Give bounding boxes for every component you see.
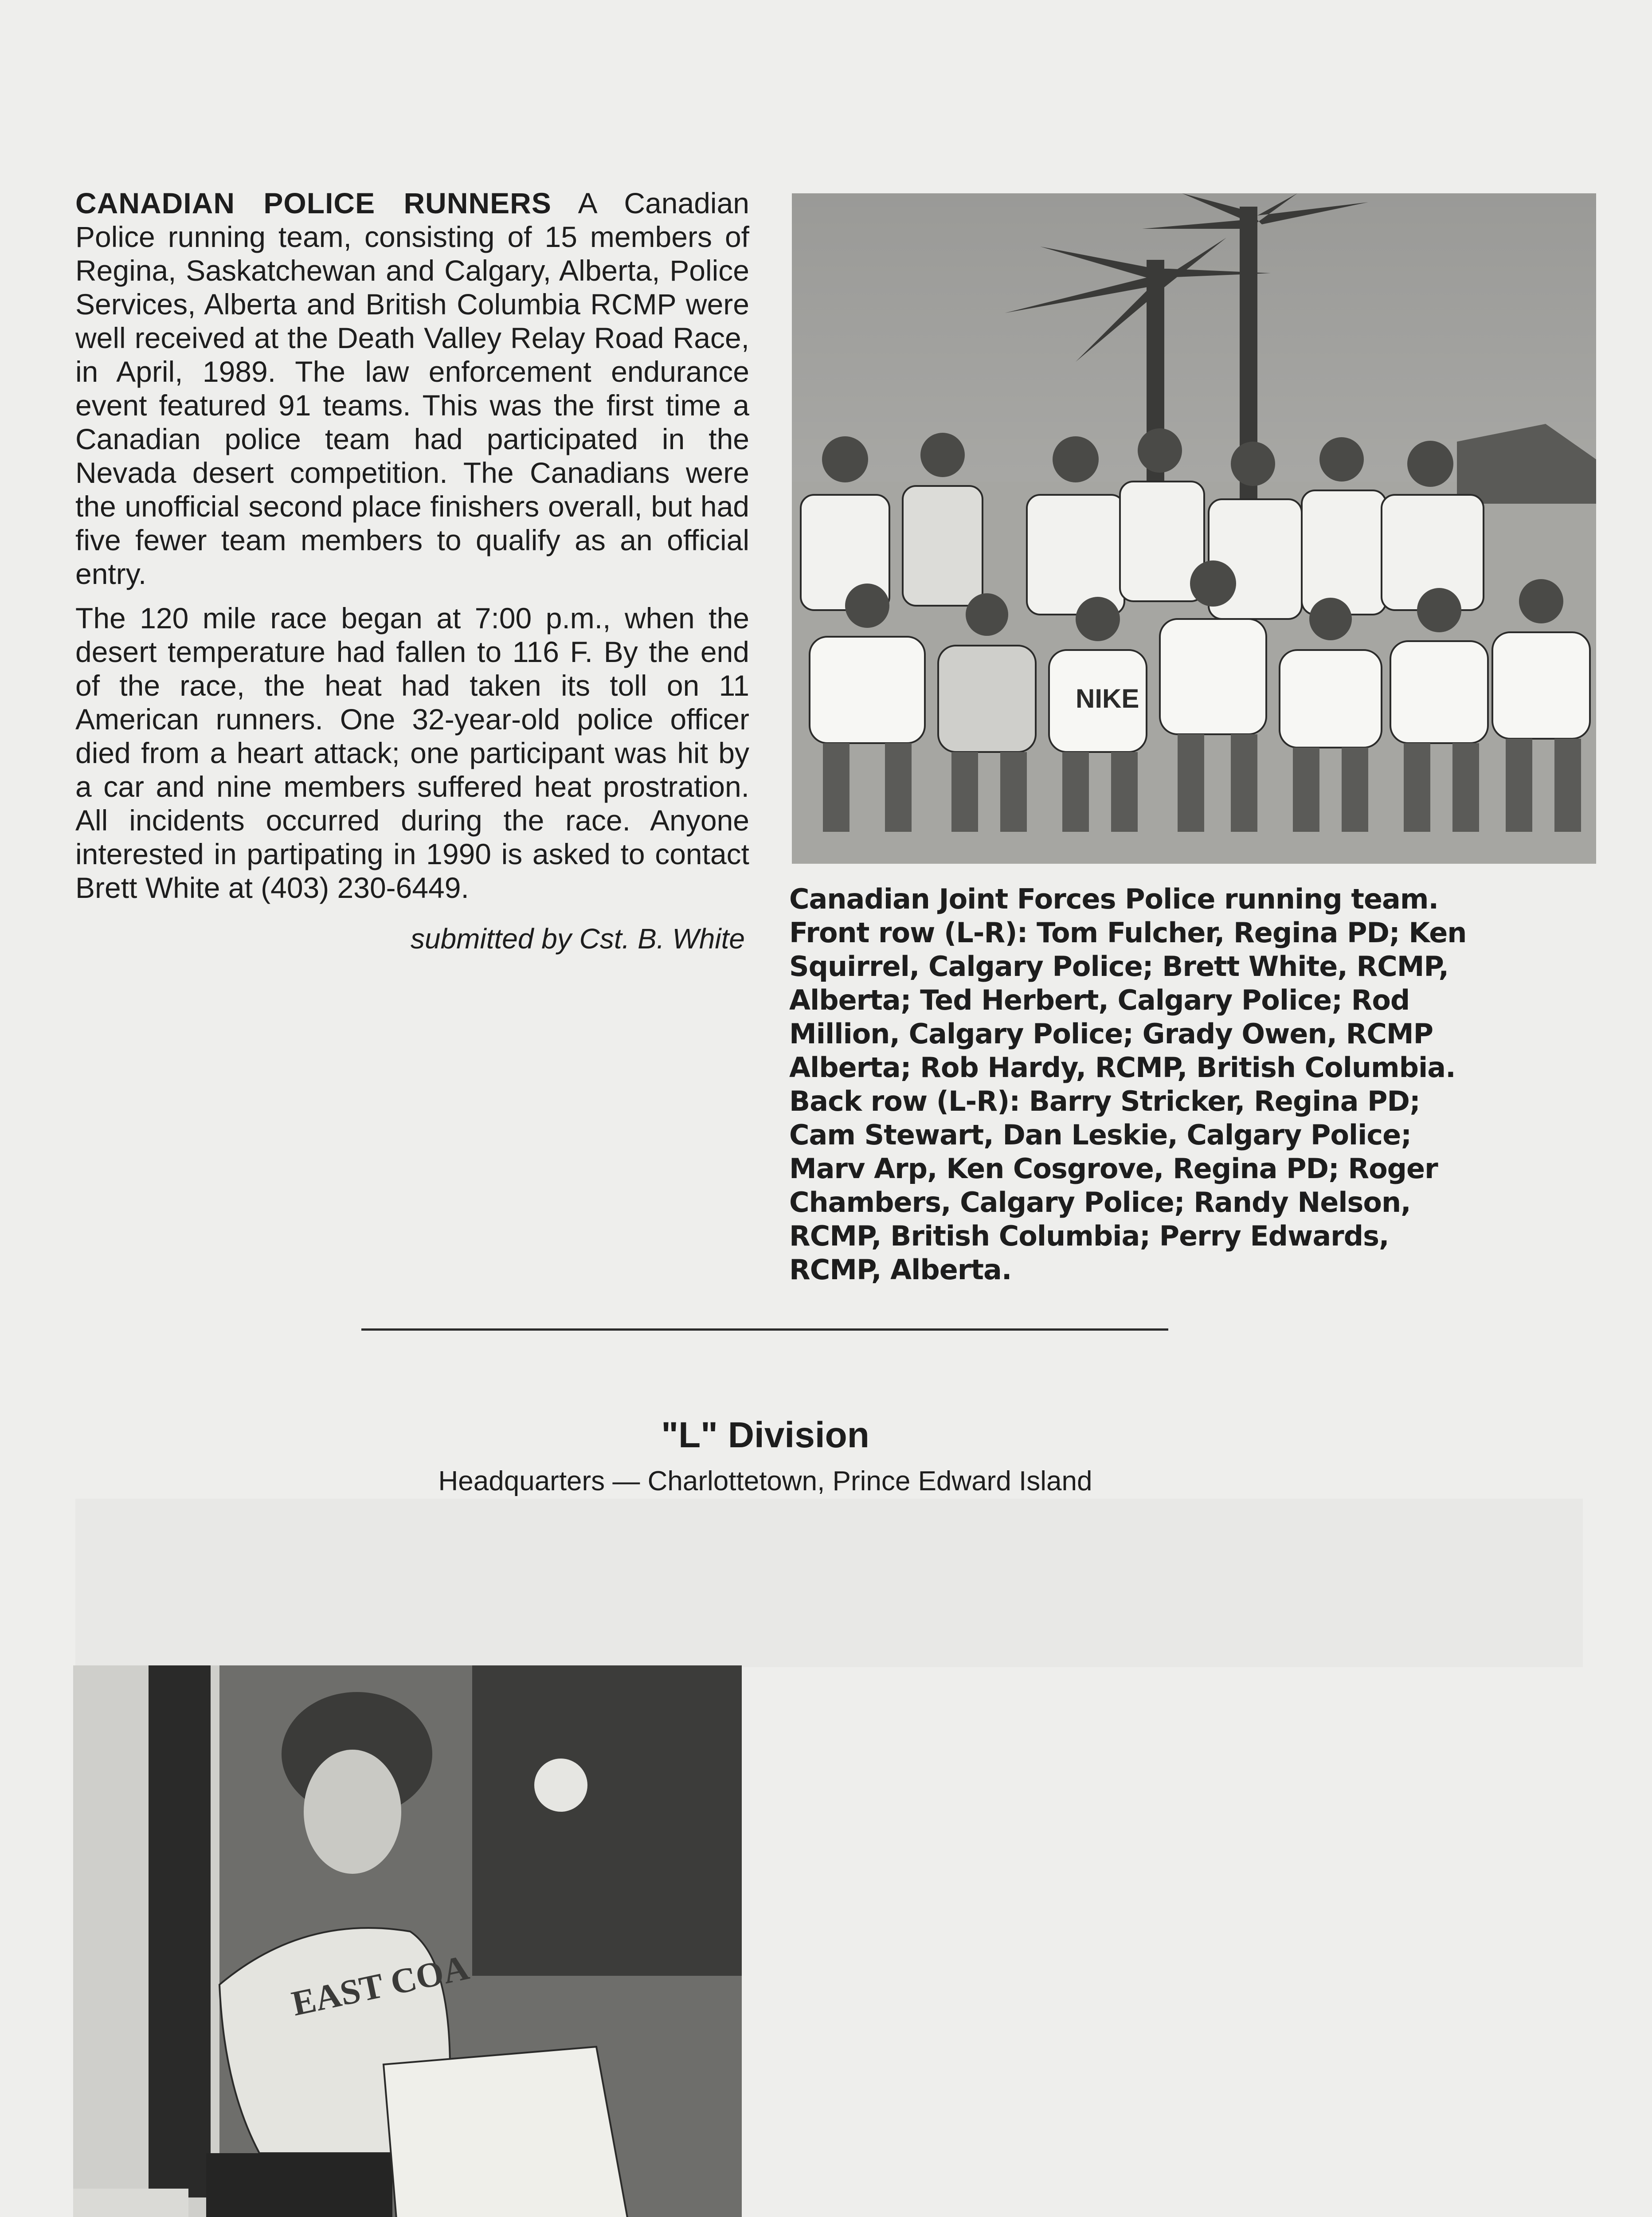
running-team-caption: Canadian Joint Forces Police running team. Front row (L-R): Tom Fulcher, Regina PD; Ken Squirrel, Calgary Police; Brett White, RCMP, Alberta; Ted Herbert, Calgary Police; Rod Million, Calgary Police; Grady Owen, RCMP Alberta; Rob Hardy, RCMP, British Columbia. Back row (L-R): Barry Stricker, Regina PD; Cam Stewart, Dan Leskie, Calgary Police; Marv Arp, Ken Cosgrove, Regina PD; Roger Chambers, Calgary Police; Randy Nelson, RCMP, British Columbia; Perry Edwards, RCMP, Alberta. (789, 883, 1467, 1286)
article-paragraph-2: The 120 mile race began at 7:00 p.m., when the desert temperature had fallen to 116 F. By the end of the race, the heat had taken its toll on 11 American runners. One 32-year-old police officer died from a heart attack; one participant was hit by a car and nine members suffered heat prostration. All incidents occurred during the race. Anyone interested in partipating in 1990 is asked to contact Brett White at (403) 230-6449. (75, 602, 749, 904)
article-byline: submitted by Cst. B. White (410, 923, 745, 955)
article-headline: CANADIAN POLICE RUNNERS (75, 187, 552, 219)
division-subtitle: Headquarters — Charlottetown, Prince Edward Island (438, 1466, 1092, 1496)
shirt-logo-text: EAST COA (288, 1948, 473, 2024)
exercise-bicycle-photo (73, 1665, 742, 2217)
division-title: "L" Division (661, 1415, 869, 1455)
section-divider (361, 1328, 1168, 1331)
article-body (75, 186, 749, 915)
bleed-through-mark (75, 1499, 1583, 1667)
nike-shirt-text: NIKE (1076, 684, 1139, 713)
article-paragraph-1 (75, 186, 749, 591)
running-team-photo (792, 193, 1596, 864)
article-paragraph-1-text: A Canadian Police running team, consisting of 15 members of Regina, Saskatchewan and Calgary, Alberta, Police Services, Alberta and British Columbia RCMP were well received at the Death Valley Relay Road Race, in April, 1989. The law enforcement endurance event featured 91 teams. This was the first time a Canadian police team had participated in the Nevada desert competition. The Canadians were the unofficial second place finishers overall, but had five fewer team members to qualify as an official entry. (75, 187, 749, 590)
